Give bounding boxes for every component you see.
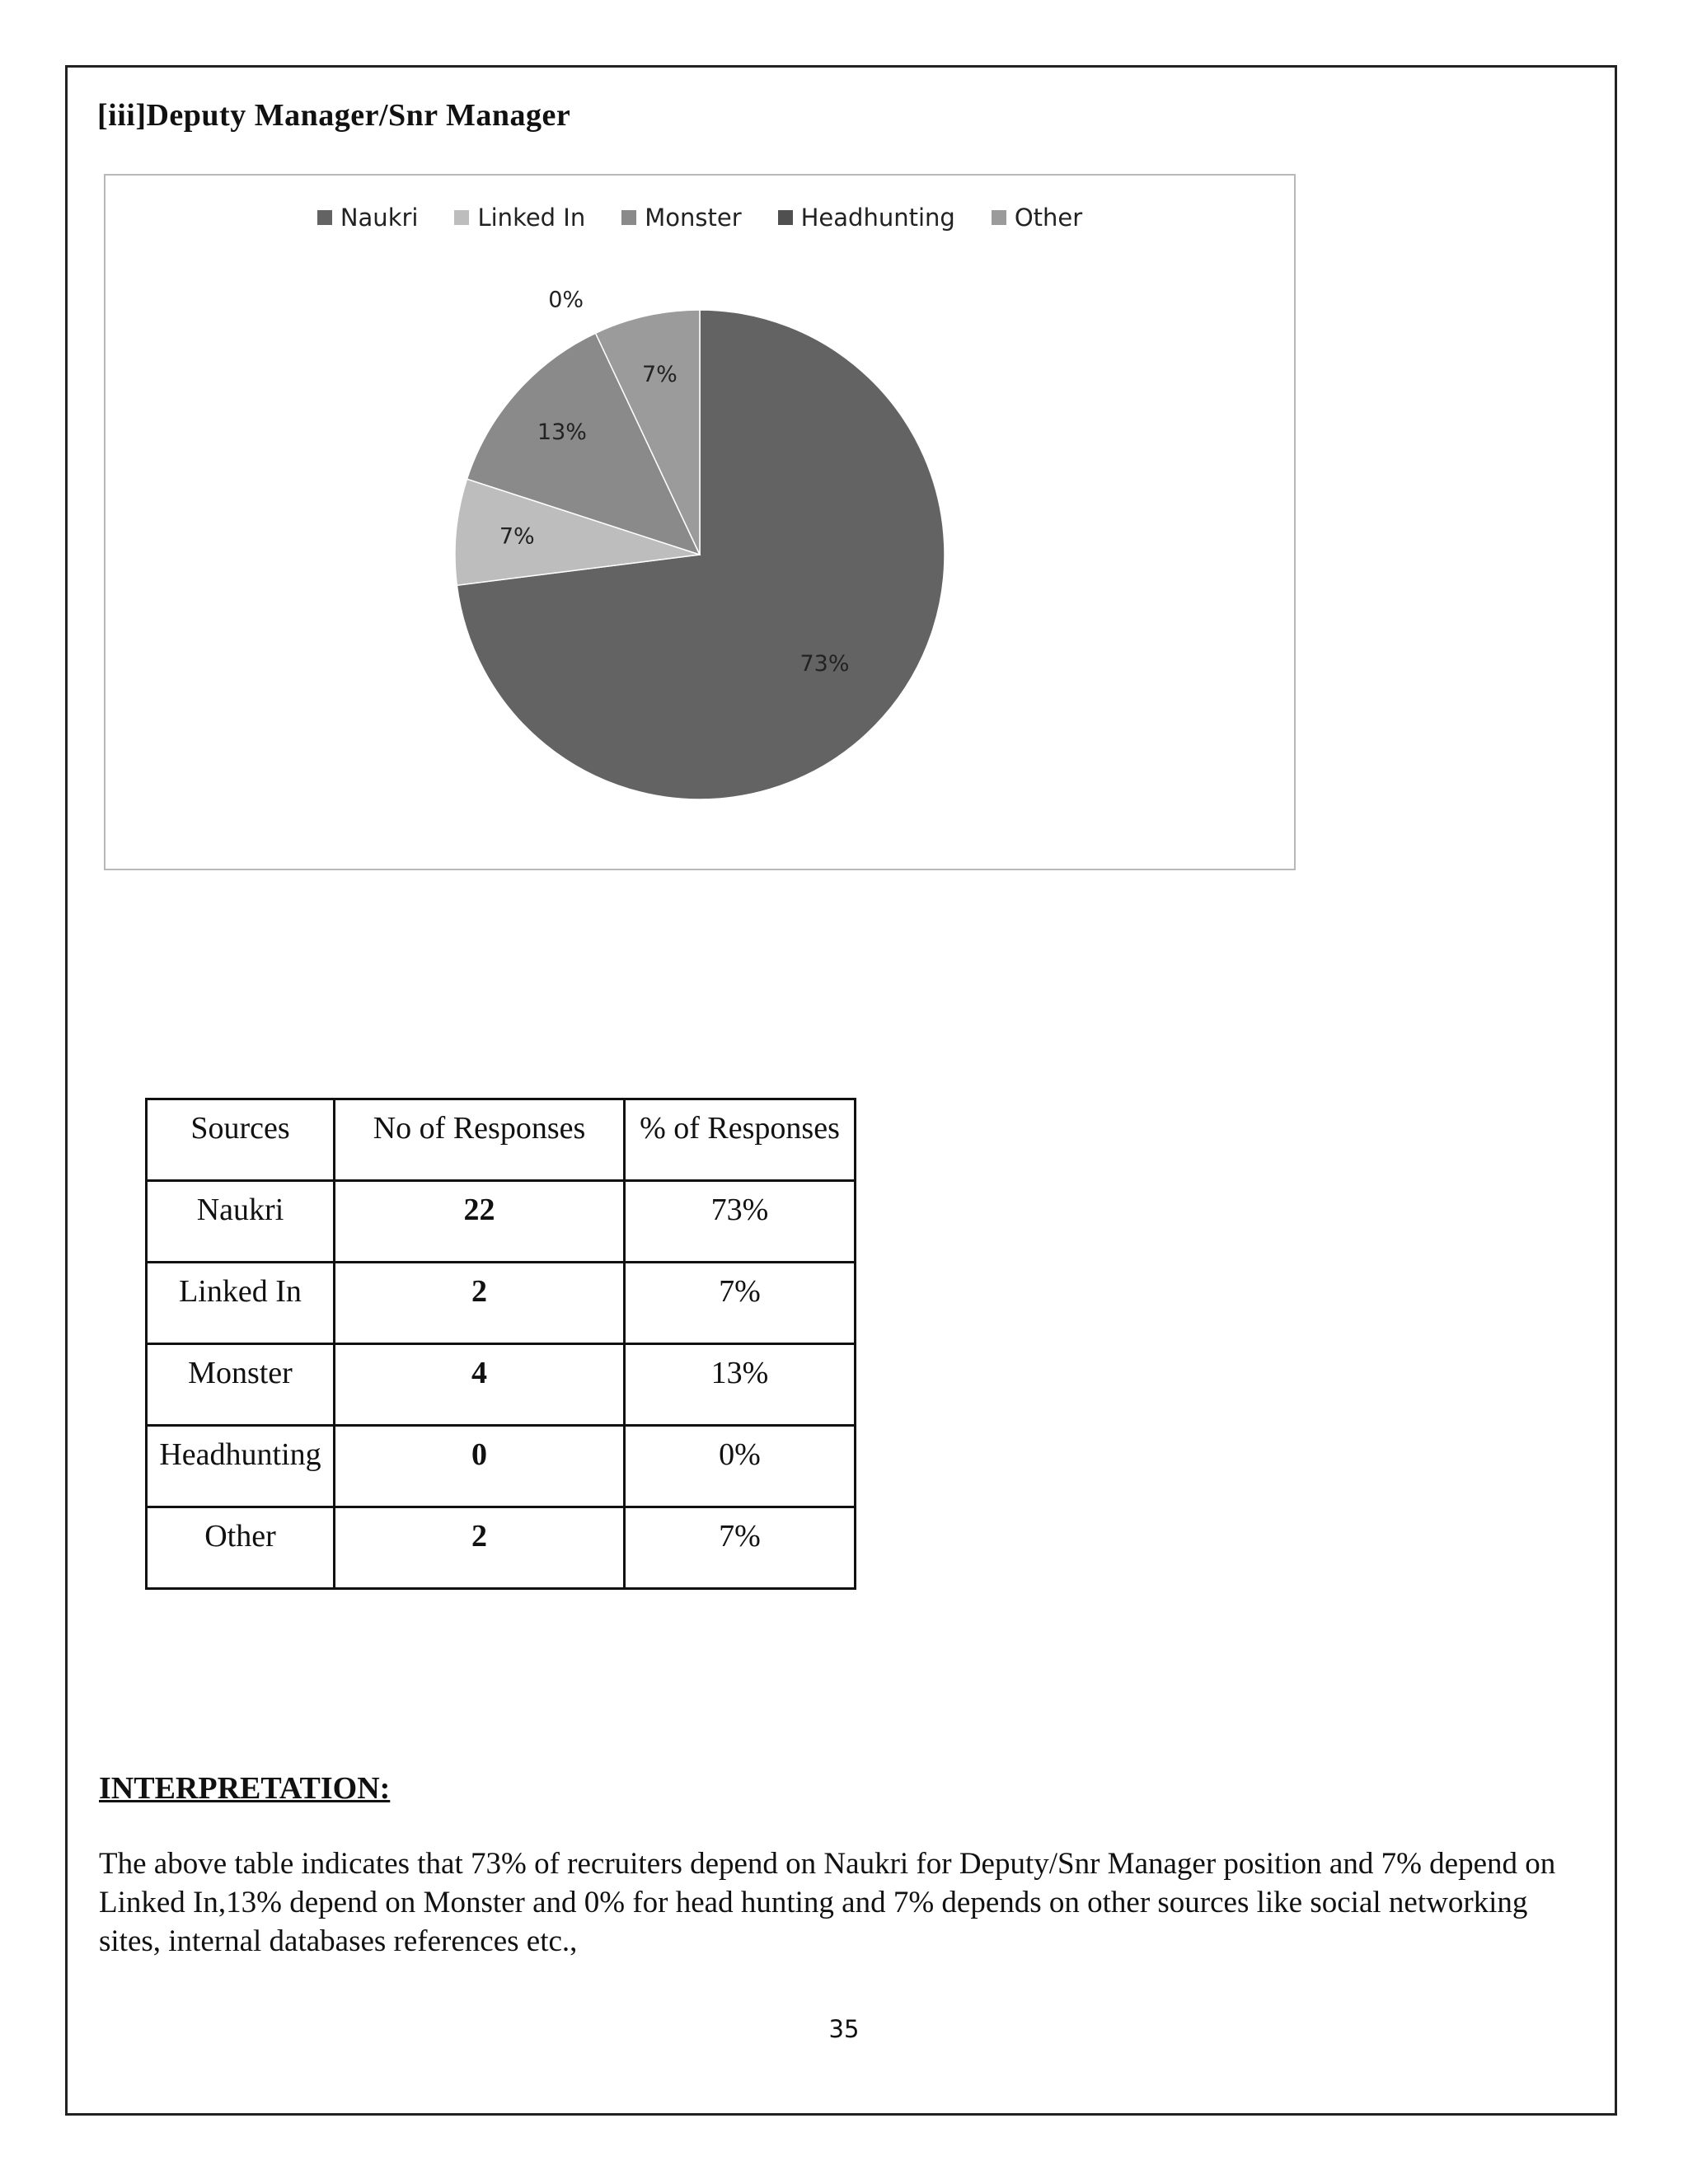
source-cell: Headhunting — [147, 1426, 335, 1507]
pie-chart-svg — [106, 176, 1294, 869]
responses-count-cell: 4 — [335, 1344, 625, 1426]
section-title: [iii]Deputy Manager/Snr Manager — [97, 98, 571, 133]
responses-percent-cell: 7% — [625, 1507, 856, 1589]
pie-chart — [104, 174, 1296, 870]
table-row — [147, 1344, 856, 1426]
slice-label-other: 7% — [641, 362, 678, 388]
source-cell: Linked In — [147, 1263, 335, 1344]
slice-label-monster: 13% — [537, 419, 587, 446]
responses-percent-cell: 73% — [625, 1181, 856, 1263]
legend-label: Headhunting — [800, 204, 955, 232]
table-row — [147, 1181, 856, 1263]
responses-count-cell: 2 — [335, 1263, 625, 1344]
slice-label-naukri: 73% — [799, 651, 850, 677]
header-sources: Sources — [147, 1099, 335, 1181]
legend-label: Other — [1014, 204, 1083, 232]
responses-percent-cell: 13% — [625, 1344, 856, 1426]
legend-label: Monster — [645, 204, 742, 232]
legend-label: Linked In — [477, 204, 586, 232]
legend-label: Naukri — [340, 204, 419, 232]
interpretation-text: The above table indicates that 73% of recruiters depend on Naukri for Deputy/Snr Manager position and 7% depend on Linked In,13% depend on Monster and 0% for head hunting and 7% depends on other sources like social networking sites, internal databases references etc., — [99, 1847, 1556, 1958]
table-header-row — [147, 1099, 856, 1181]
responses-percent-cell: 7% — [625, 1263, 856, 1344]
page-number: 35 — [828, 2015, 860, 2043]
source-cell: Naukri — [147, 1181, 335, 1263]
responses-count-cell: 22 — [335, 1181, 625, 1263]
responses-percent-cell: 0% — [625, 1426, 856, 1507]
interpretation-heading: INTERPRETATION: — [99, 1771, 391, 1806]
table-row — [147, 1507, 856, 1589]
responses-count-cell: 2 — [335, 1507, 625, 1589]
header-no-of-responses: No of Responses — [335, 1099, 625, 1181]
responses-count-cell: 0 — [335, 1426, 625, 1507]
slice-label-linked-in: 7% — [499, 523, 535, 550]
source-cell: Other — [147, 1507, 335, 1589]
slice-label-headhunting: 0% — [548, 287, 584, 313]
responses-table — [145, 1098, 856, 1590]
table-row — [147, 1263, 856, 1344]
header-percent-of-responses: % of Responses — [625, 1099, 856, 1181]
source-cell: Monster — [147, 1344, 335, 1426]
table-row — [147, 1426, 856, 1507]
